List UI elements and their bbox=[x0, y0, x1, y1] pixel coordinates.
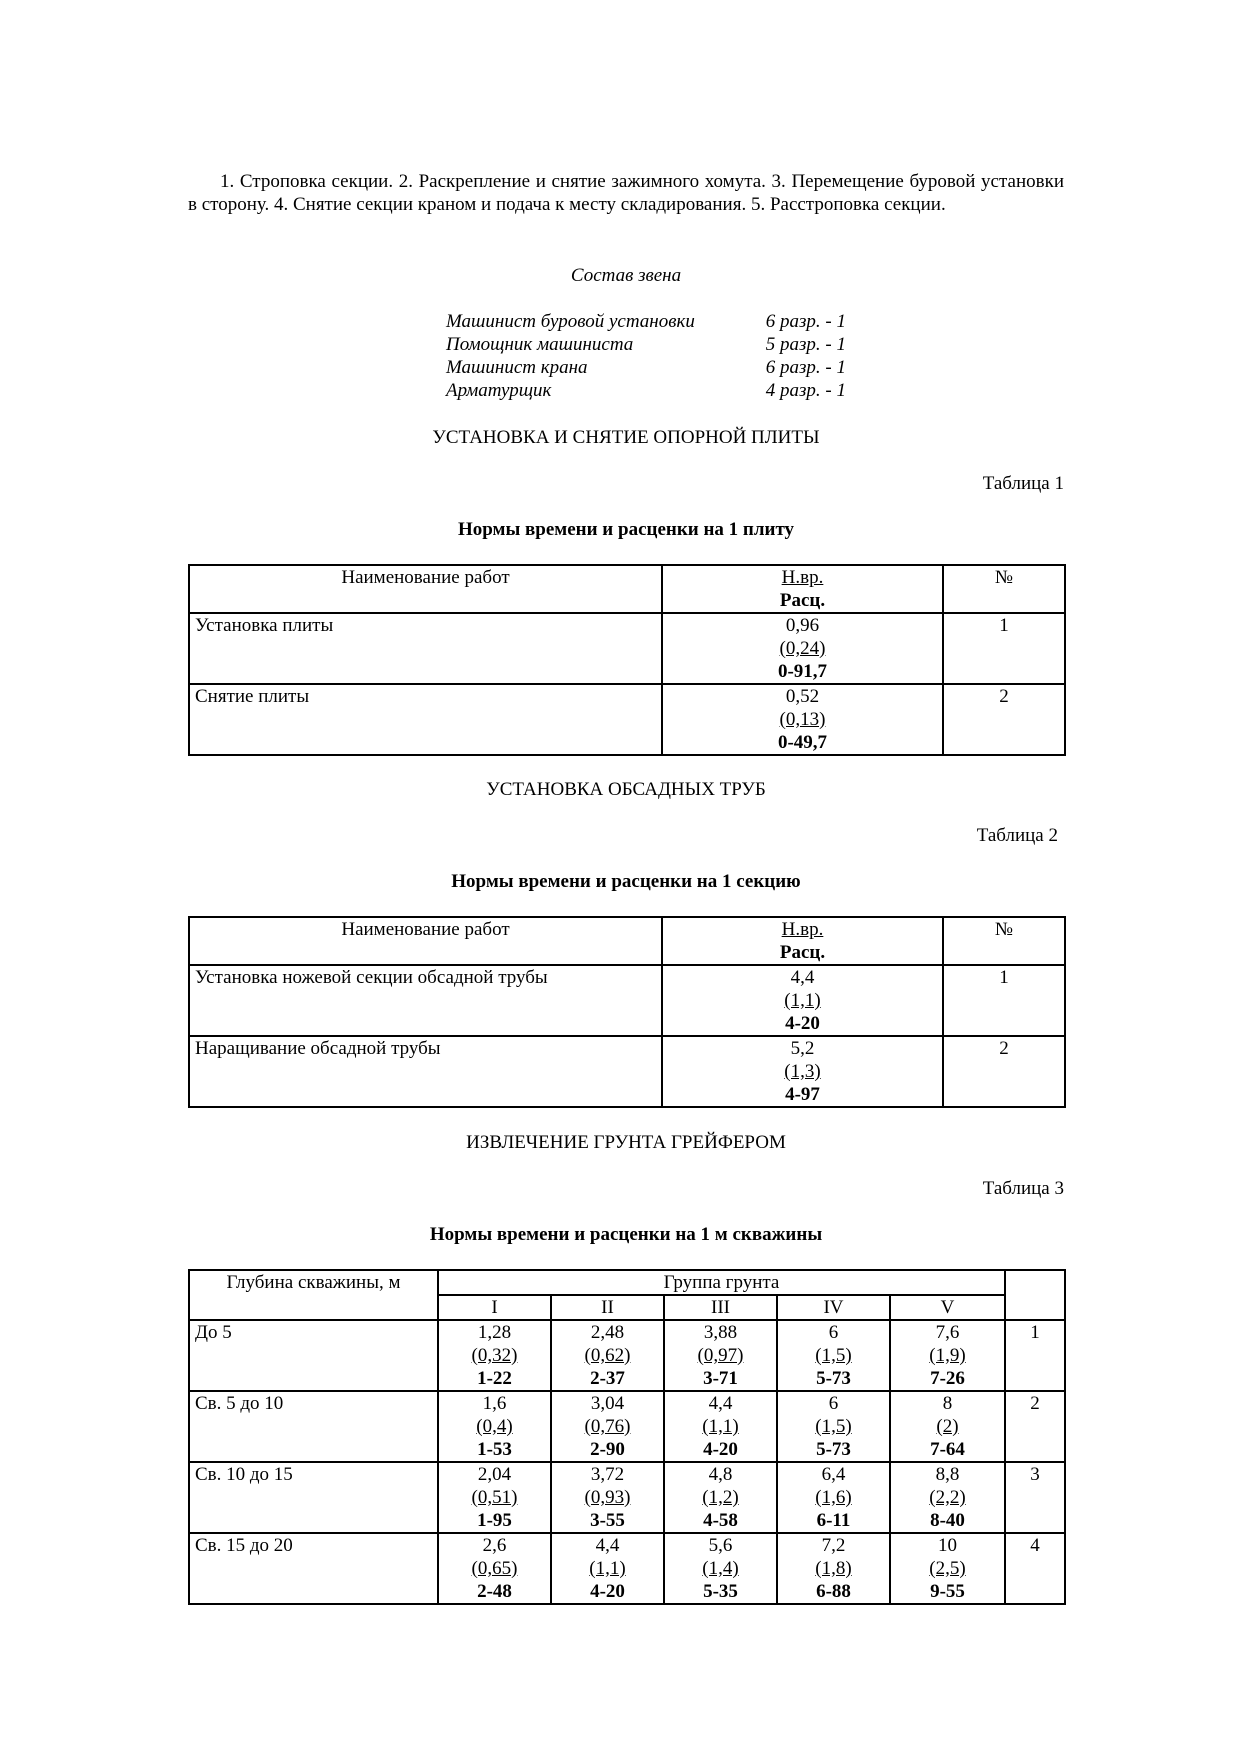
rate-value: 6-11 bbox=[816, 1510, 851, 1531]
crew-member-grade: 4 разр. - 1 bbox=[765, 380, 846, 401]
work-name: Установка плиты bbox=[189, 613, 662, 684]
norm-cell bbox=[551, 1462, 664, 1533]
norm-cell bbox=[777, 1533, 890, 1604]
rate-value: 8-40 bbox=[930, 1510, 965, 1531]
rate-value: 4-20 bbox=[703, 1439, 738, 1460]
header-num: № bbox=[943, 565, 1065, 613]
table-row bbox=[189, 684, 1065, 755]
norm-cell bbox=[662, 1036, 943, 1107]
section-heading: УСТАНОВКА ОБСАДНЫХ ТРУБ bbox=[486, 779, 766, 800]
row-number: 4 bbox=[1005, 1533, 1065, 1604]
table-header-row bbox=[189, 1270, 1065, 1295]
norm-value: 0,96 bbox=[785, 615, 820, 636]
row-number: 1 bbox=[1005, 1320, 1065, 1391]
header-norm-bottom: Расц. bbox=[779, 942, 826, 963]
norm-value: 1,6 bbox=[482, 1393, 507, 1414]
norm-cell bbox=[551, 1533, 664, 1604]
norm-value: 3,88 bbox=[703, 1322, 738, 1343]
norm-cell bbox=[777, 1462, 890, 1533]
norms-table-2 bbox=[188, 916, 1066, 1108]
norm-value: 8 bbox=[942, 1393, 953, 1414]
header-norm-top: Н.вр. bbox=[781, 919, 824, 940]
row-number: 2 bbox=[943, 684, 1065, 755]
header-norm bbox=[662, 565, 943, 613]
header-group-4: IV bbox=[777, 1295, 890, 1320]
norm-sub-value: (1,1) bbox=[784, 990, 821, 1011]
table-header-row bbox=[189, 917, 1065, 965]
row-number: 2 bbox=[1005, 1391, 1065, 1462]
table-row bbox=[189, 1462, 1065, 1533]
norm-sub-value: (0,24) bbox=[779, 638, 826, 659]
rate-value: 3-55 bbox=[590, 1510, 625, 1531]
norm-value: 1,28 bbox=[477, 1322, 512, 1343]
table-header-row bbox=[189, 565, 1065, 613]
table-row bbox=[189, 965, 1065, 1036]
norm-cell bbox=[664, 1391, 777, 1462]
norm-value: 4,4 bbox=[790, 967, 815, 988]
crew-member bbox=[446, 333, 846, 356]
row-number: 2 bbox=[943, 1036, 1065, 1107]
norm-cell bbox=[438, 1320, 551, 1391]
norm-sub-value: (2,5) bbox=[929, 1558, 966, 1579]
section-heading: ИЗВЛЕЧЕНИЕ ГРУНТА ГРЕЙФЕРОМ bbox=[466, 1132, 786, 1153]
header-name: Наименование работ bbox=[189, 565, 662, 613]
norm-cell bbox=[777, 1391, 890, 1462]
rate-value: 2-48 bbox=[477, 1581, 512, 1602]
norm-sub-value: (0,93) bbox=[584, 1487, 631, 1508]
table-label: Таблица 2 bbox=[976, 825, 1058, 846]
crew-member bbox=[446, 310, 846, 333]
norm-cell bbox=[664, 1533, 777, 1604]
norm-sub-value: (1,8) bbox=[815, 1558, 852, 1579]
norm-sub-value: (0,4) bbox=[476, 1416, 513, 1437]
table-row bbox=[189, 1533, 1065, 1604]
table-row bbox=[189, 613, 1065, 684]
section-heading: УСТАНОВКА И СНЯТИЕ ОПОРНОЙ ПЛИТЫ bbox=[432, 427, 820, 448]
rate-value: 9-55 bbox=[930, 1581, 965, 1602]
norm-value: 6 bbox=[828, 1393, 839, 1414]
norm-sub-value: (1,6) bbox=[815, 1487, 852, 1508]
depth-label: Св. 5 до 10 bbox=[189, 1391, 438, 1462]
norms-table-1 bbox=[188, 564, 1066, 756]
header-name: Наименование работ bbox=[189, 917, 662, 965]
header-empty bbox=[1005, 1270, 1065, 1320]
header-num: № bbox=[943, 917, 1065, 965]
norm-value: 4,8 bbox=[708, 1464, 733, 1485]
norm-sub-value: (1,5) bbox=[815, 1345, 852, 1366]
intro-paragraph: 1. Строповка секции. 2. Раскрепление и снятие зажимного хомута. 3. Перемещение буровой установки в сторону. 4. Снятие секции краном и подача к месту складирования. 5. Расстроповка секции. bbox=[188, 171, 1064, 215]
norms-table-3 bbox=[188, 1269, 1066, 1605]
header-group: Группа грунта bbox=[438, 1270, 1005, 1295]
rate-value: 0-91,7 bbox=[777, 661, 828, 682]
table-row bbox=[189, 1391, 1065, 1462]
crew-member-grade: 5 разр. - 1 bbox=[765, 334, 846, 355]
norm-value: 6,4 bbox=[821, 1464, 846, 1485]
table-label: Таблица 3 bbox=[982, 1178, 1064, 1199]
rate-value: 3-71 bbox=[703, 1368, 738, 1389]
rate-value: 7-64 bbox=[930, 1439, 965, 1460]
rate-value: 2-90 bbox=[590, 1439, 625, 1460]
norm-value: 2,04 bbox=[477, 1464, 512, 1485]
norm-sub-value: (0,62) bbox=[584, 1345, 631, 1366]
norm-cell bbox=[890, 1533, 1005, 1604]
rate-value: 5-73 bbox=[816, 1368, 851, 1389]
rate-value: 5-35 bbox=[703, 1581, 738, 1602]
crew-list bbox=[446, 310, 846, 402]
depth-label: До 5 bbox=[189, 1320, 438, 1391]
norm-value: 4,4 bbox=[708, 1393, 733, 1414]
rate-value: 5-73 bbox=[816, 1439, 851, 1460]
norm-sub-value: (2,2) bbox=[929, 1487, 966, 1508]
depth-label: Св. 10 до 15 bbox=[189, 1462, 438, 1533]
norm-cell bbox=[890, 1391, 1005, 1462]
norm-sub-value: (1,1) bbox=[589, 1558, 626, 1579]
rate-value: 2-37 bbox=[590, 1368, 625, 1389]
work-name: Наращивание обсадной трубы bbox=[189, 1036, 662, 1107]
norm-value: 7,2 bbox=[821, 1535, 846, 1556]
norm-cell bbox=[664, 1320, 777, 1391]
rate-value: 4-58 bbox=[703, 1510, 738, 1531]
crew-member bbox=[446, 379, 846, 402]
rate-value: 1-95 bbox=[477, 1510, 512, 1531]
norm-value: 4,4 bbox=[595, 1535, 620, 1556]
norm-cell bbox=[438, 1533, 551, 1604]
depth-label: Св. 15 до 20 bbox=[189, 1533, 438, 1604]
crew-title: Состав звена bbox=[570, 265, 682, 286]
table-row bbox=[189, 1320, 1065, 1391]
norm-value: 10 bbox=[938, 1535, 957, 1556]
norm-sub-value: (1,3) bbox=[784, 1061, 821, 1082]
norm-cell bbox=[777, 1320, 890, 1391]
rate-value: 4-20 bbox=[590, 1581, 625, 1602]
norm-value: 3,04 bbox=[590, 1393, 625, 1414]
crew-member-name: Машинист буровой установки bbox=[446, 311, 695, 332]
row-number: 1 bbox=[943, 613, 1065, 684]
header-group-5: V bbox=[890, 1295, 1005, 1320]
rate-value: 0-49,7 bbox=[777, 732, 828, 753]
norm-cell bbox=[662, 684, 943, 755]
rate-value: 7-26 bbox=[930, 1368, 965, 1389]
crew-member-grade: 6 разр. - 1 bbox=[765, 357, 846, 378]
header-group-2: II bbox=[551, 1295, 664, 1320]
norm-sub-value: (0,65) bbox=[471, 1558, 518, 1579]
norm-cell bbox=[551, 1320, 664, 1391]
norm-cell bbox=[551, 1391, 664, 1462]
header-norm bbox=[662, 917, 943, 965]
row-number: 1 bbox=[943, 965, 1065, 1036]
norm-cell bbox=[890, 1462, 1005, 1533]
work-name: Снятие плиты bbox=[189, 684, 662, 755]
norm-cell bbox=[438, 1391, 551, 1462]
header-norm-top: Н.вр. bbox=[781, 567, 824, 588]
header-group-3: III bbox=[664, 1295, 777, 1320]
norm-sub-value: (2) bbox=[936, 1416, 959, 1437]
crew-member-name: Помощник машиниста bbox=[446, 334, 634, 355]
norm-value: 5,2 bbox=[790, 1038, 815, 1059]
norm-cell bbox=[438, 1462, 551, 1533]
norm-cell bbox=[664, 1462, 777, 1533]
table-title: Нормы времени и расценки на 1 м скважины bbox=[429, 1224, 823, 1245]
norm-sub-value: (0,76) bbox=[584, 1416, 631, 1437]
norm-sub-value: (1,5) bbox=[815, 1416, 852, 1437]
norm-sub-value: (1,9) bbox=[929, 1345, 966, 1366]
norm-value: 7,6 bbox=[935, 1322, 960, 1343]
norm-sub-value: (1,1) bbox=[702, 1416, 739, 1437]
crew-member-grade: 6 разр. - 1 bbox=[765, 311, 846, 332]
norm-value: 2,6 bbox=[482, 1535, 507, 1556]
header-group-1: I bbox=[438, 1295, 551, 1320]
norm-cell bbox=[890, 1320, 1005, 1391]
crew-member-name: Машинист крана bbox=[446, 357, 588, 378]
norm-sub-value: (0,97) bbox=[697, 1345, 744, 1366]
norm-value: 5,6 bbox=[708, 1535, 733, 1556]
rate-value: 4-97 bbox=[785, 1084, 820, 1105]
rate-value: 1-53 bbox=[477, 1439, 512, 1460]
norm-value: 8,8 bbox=[935, 1464, 960, 1485]
crew-member bbox=[446, 356, 846, 379]
norm-sub-value: (0,13) bbox=[779, 709, 826, 730]
norm-sub-value: (1,4) bbox=[702, 1558, 739, 1579]
header-depth: Глубина скважины, м bbox=[189, 1270, 438, 1320]
table-row bbox=[189, 1036, 1065, 1107]
norm-value: 0,52 bbox=[785, 686, 820, 707]
row-number: 3 bbox=[1005, 1462, 1065, 1533]
rate-value: 1-22 bbox=[477, 1368, 512, 1389]
crew-member-name: Арматурщик bbox=[446, 380, 552, 401]
work-name: Установка ножевой секции обсадной трубы bbox=[189, 965, 662, 1036]
norm-value: 3,72 bbox=[590, 1464, 625, 1485]
norm-value: 2,48 bbox=[590, 1322, 625, 1343]
table-title: Нормы времени и расценки на 1 плиту bbox=[457, 519, 795, 540]
rate-value: 4-20 bbox=[785, 1013, 820, 1034]
norm-value: 6 bbox=[828, 1322, 839, 1343]
norm-sub-value: (0,51) bbox=[471, 1487, 518, 1508]
rate-value: 6-88 bbox=[816, 1581, 851, 1602]
header-norm-bottom: Расц. bbox=[779, 590, 826, 611]
table-title: Нормы времени и расценки на 1 секцию bbox=[451, 871, 801, 892]
norm-sub-value: (0,32) bbox=[471, 1345, 518, 1366]
norm-cell bbox=[662, 965, 943, 1036]
norm-cell bbox=[662, 613, 943, 684]
norm-sub-value: (1,2) bbox=[702, 1487, 739, 1508]
table-label: Таблица 1 bbox=[982, 473, 1064, 494]
